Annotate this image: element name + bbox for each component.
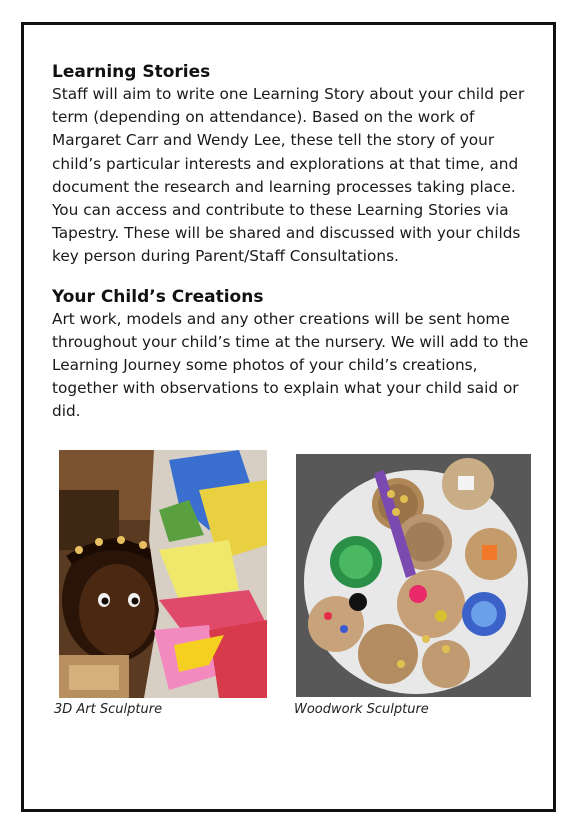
art-sculpture-caption: 3D Art Sculpture [54,702,163,717]
woodwork-sculpture-caption: Woodwork Sculpture [294,702,429,717]
creations-body: Art work, models and any other creations will be sent home throughout your child’s time at the nursery. We will add to the Learning Journey some photos of your child’s creations, together with observations to explain what your child said or did. [52,309,529,421]
learning-stories-heading: Learning Stories [52,62,211,82]
art-sculpture-photo [59,450,267,698]
page-border [21,22,556,812]
section-creations [52,286,540,424]
section-learning-stories [52,61,540,269]
page-content [52,61,540,424]
creations-heading: Your Child’s Creations [52,286,264,307]
learning-stories-body: Staff will aim to write one Learning Story about your child per term (depending on attendance). Based on the work of Margaret Carr and Wendy Lee, these tell the story of your child’s particular interests and explorations at that time, and document the research and learning processes taking place. You can access and contribute to these Learning Stories via Tapestry. These will be shared and discussed with your childs key person during Parent/Staff Consultations. [52,85,525,266]
woodwork-sculpture-photo [296,454,531,697]
